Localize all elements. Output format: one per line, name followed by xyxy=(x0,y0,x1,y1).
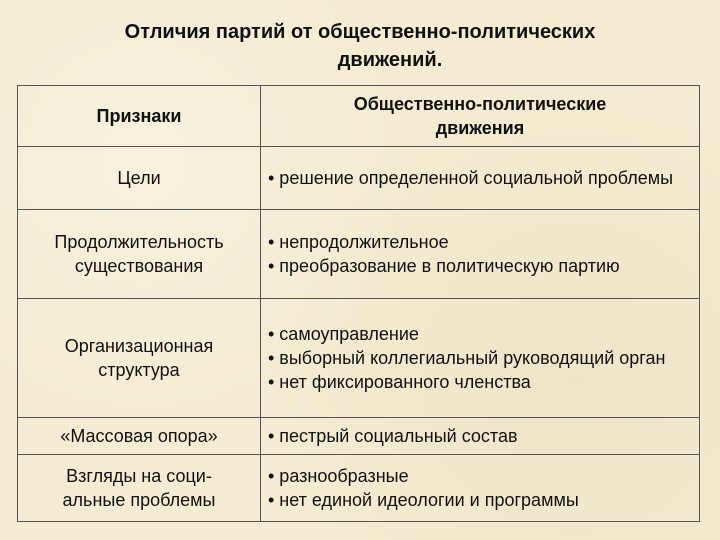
feature-text: Взгляды на соци- xyxy=(66,466,212,486)
description-cell xyxy=(261,210,700,299)
header-movements-line-2: движения xyxy=(435,118,525,138)
feature-text: Продолжительность xyxy=(54,232,224,252)
feature-cell xyxy=(18,299,261,418)
list-item: • разнообразные xyxy=(268,466,409,486)
list-item: • выборный коллегиальный руководящий орган xyxy=(268,348,666,368)
feature-cell xyxy=(18,147,261,210)
description-cell xyxy=(261,299,700,418)
description-cell xyxy=(261,455,700,522)
list-item: • преобразование в политическую партию xyxy=(268,256,620,276)
list-item: • решение определенной социальной проблемы xyxy=(268,168,674,188)
table-row xyxy=(18,418,700,455)
feature-text: «Массовая опора» xyxy=(60,426,218,446)
feature-cell xyxy=(18,210,261,299)
feature-text: Организационная xyxy=(64,336,214,356)
feature-text: альные проблемы xyxy=(62,490,216,510)
slide-title xyxy=(0,18,720,74)
feature-cell xyxy=(18,455,261,522)
list-item: • непродолжительное xyxy=(268,232,449,252)
feature-cell xyxy=(18,418,261,455)
feature-text: Цели xyxy=(117,168,161,188)
feature-text: существования xyxy=(74,256,204,276)
table-row xyxy=(18,210,700,299)
description-cell xyxy=(261,418,700,455)
description-cell xyxy=(261,147,700,210)
feature-text: структура xyxy=(98,360,180,380)
list-item: • нет единой идеологии и программы xyxy=(268,490,579,510)
header-movements-line-1: Общественно-политические xyxy=(353,94,607,114)
list-item: • пестрый социальный состав xyxy=(268,426,518,446)
comparison-table xyxy=(17,85,700,522)
table-row xyxy=(18,455,700,522)
list-item: • нет фиксированного членства xyxy=(268,372,531,392)
header-movements xyxy=(261,86,700,147)
table-row xyxy=(18,299,700,418)
header-features: Признаки xyxy=(18,86,261,147)
title-line-1: Отличия партий от общественно-политических xyxy=(124,21,596,43)
title-line-2: движений. xyxy=(337,49,443,71)
table-row xyxy=(18,147,700,210)
list-item: • самоуправление xyxy=(268,324,419,344)
table-header-row xyxy=(18,86,700,147)
